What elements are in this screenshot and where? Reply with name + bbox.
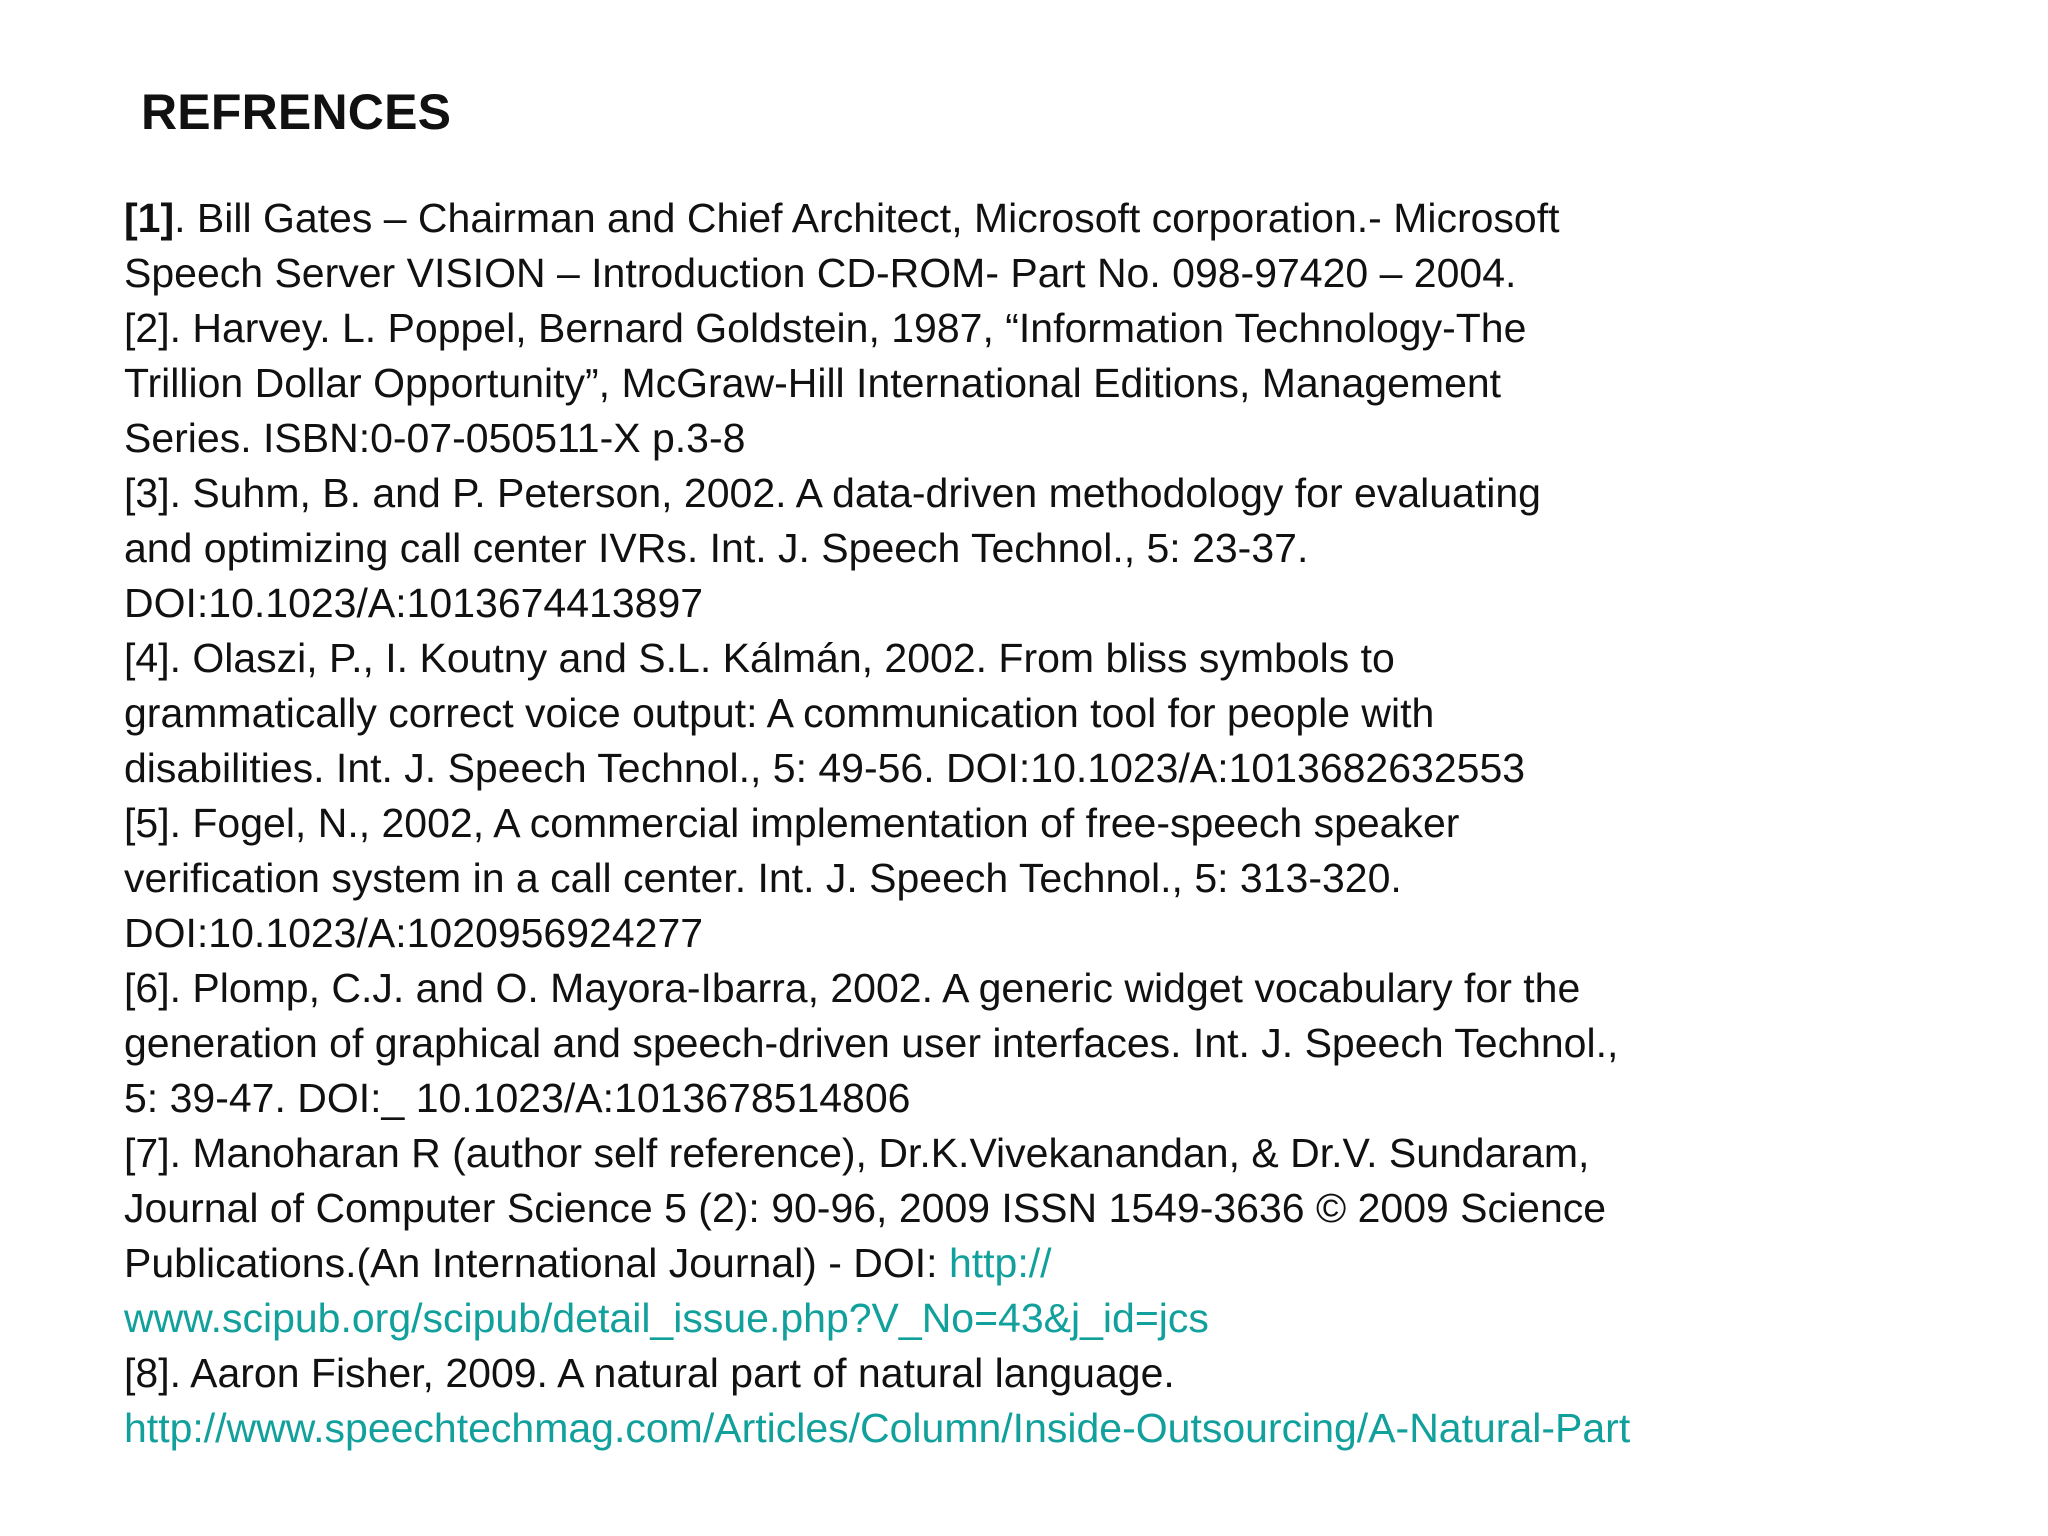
reference-8-link[interactable]: http://www.speechtechmag.com/Articles/Column/Inside-Outsourcing/A-Natural-Part xyxy=(124,1405,1631,1451)
reference-1-marker: [1] xyxy=(124,195,175,241)
reference-5-line-2: verification system in a call center. Int. J. Speech Technol., 5: 313-320. xyxy=(124,855,1402,901)
reference-7-line-2: Journal of Computer Science 5 (2): 90-96, 2009 ISSN 1549-3636 © 2009 Science xyxy=(124,1185,1607,1231)
reference-5-line-1: [5]. Fogel, N., 2002, A commercial implementation of free-speech speaker xyxy=(124,800,1460,846)
reference-1-text: . Bill Gates – Chairman and Chief Architect, Microsoft corporation.- Microsoft xyxy=(174,195,1560,241)
reference-1-line-2: Speech Server VISION – Introduction CD-ROM- Part No. 098-97420 – 2004. xyxy=(124,250,1517,296)
reference-1-line-1 xyxy=(124,191,1804,246)
reference-7-doi-label: Publications.(An International Journal) - DOI: xyxy=(124,1240,949,1286)
reference-2-line-2: Trillion Dollar Opportunity”, McGraw-Hill International Editions, Management xyxy=(124,360,1502,406)
reference-7-link-line xyxy=(124,1291,1804,1346)
page-title: REFRENCES xyxy=(141,84,452,140)
reference-4-line-3: disabilities. Int. J. Speech Technol., 5: 49-56. DOI:10.1023/A:1013682632553 xyxy=(124,745,1526,791)
reference-4-line-1: [4]. Olaszi, P., I. Koutny and S.L. Kálmán, 2002. From bliss symbols to xyxy=(124,635,1395,681)
reference-7-line-1: [7]. Manoharan R (author self reference), Dr.K.Vivekanandan, & Dr.V. Sundaram, xyxy=(124,1130,1590,1176)
reference-6-line-2: generation of graphical and speech-driven user interfaces. Int. J. Speech Technol., xyxy=(124,1020,1619,1066)
reference-7-link-start[interactable]: http:// xyxy=(948,1240,1052,1286)
reference-3-line-1: [3]. Suhm, B. and P. Peterson, 2002. A data-driven methodology for evaluating xyxy=(124,470,1541,516)
reference-7-line-3 xyxy=(124,1236,1804,1291)
reference-list xyxy=(124,191,1804,1456)
reference-4-line-2: grammatically correct voice output: A communication tool for people with xyxy=(124,690,1435,736)
reference-8-link-line xyxy=(124,1401,1804,1456)
reference-5-line-3: DOI:10.1023/A:1020956924277 xyxy=(124,910,704,956)
reference-6-line-1: [6]. Plomp, C.J. and O. Mayora-Ibarra, 2002. A generic widget vocabulary for the xyxy=(124,965,1581,1011)
reference-7-link[interactable]: www.scipub.org/scipub/detail_issue.php?V_No=43&j_id=jcs xyxy=(124,1295,1209,1341)
reference-6-line-3: 5: 39-47. DOI:_ 10.1023/A:1013678514806 xyxy=(124,1075,911,1121)
reference-2-line-1: [2]. Harvey. L. Poppel, Bernard Goldstein, 1987, “Information Technology-The xyxy=(124,305,1527,351)
reference-8-line-1: [8]. Aaron Fisher, 2009. A natural part of natural language. xyxy=(124,1350,1175,1396)
reference-3-line-3: DOI:10.1023/A:1013674413897 xyxy=(124,580,704,626)
reference-3-line-2: and optimizing call center IVRs. Int. J. Speech Technol., 5: 23-37. xyxy=(124,525,1309,571)
reference-2-line-3: Series. ISBN:0-07-050511-X p.3-8 xyxy=(124,415,746,461)
